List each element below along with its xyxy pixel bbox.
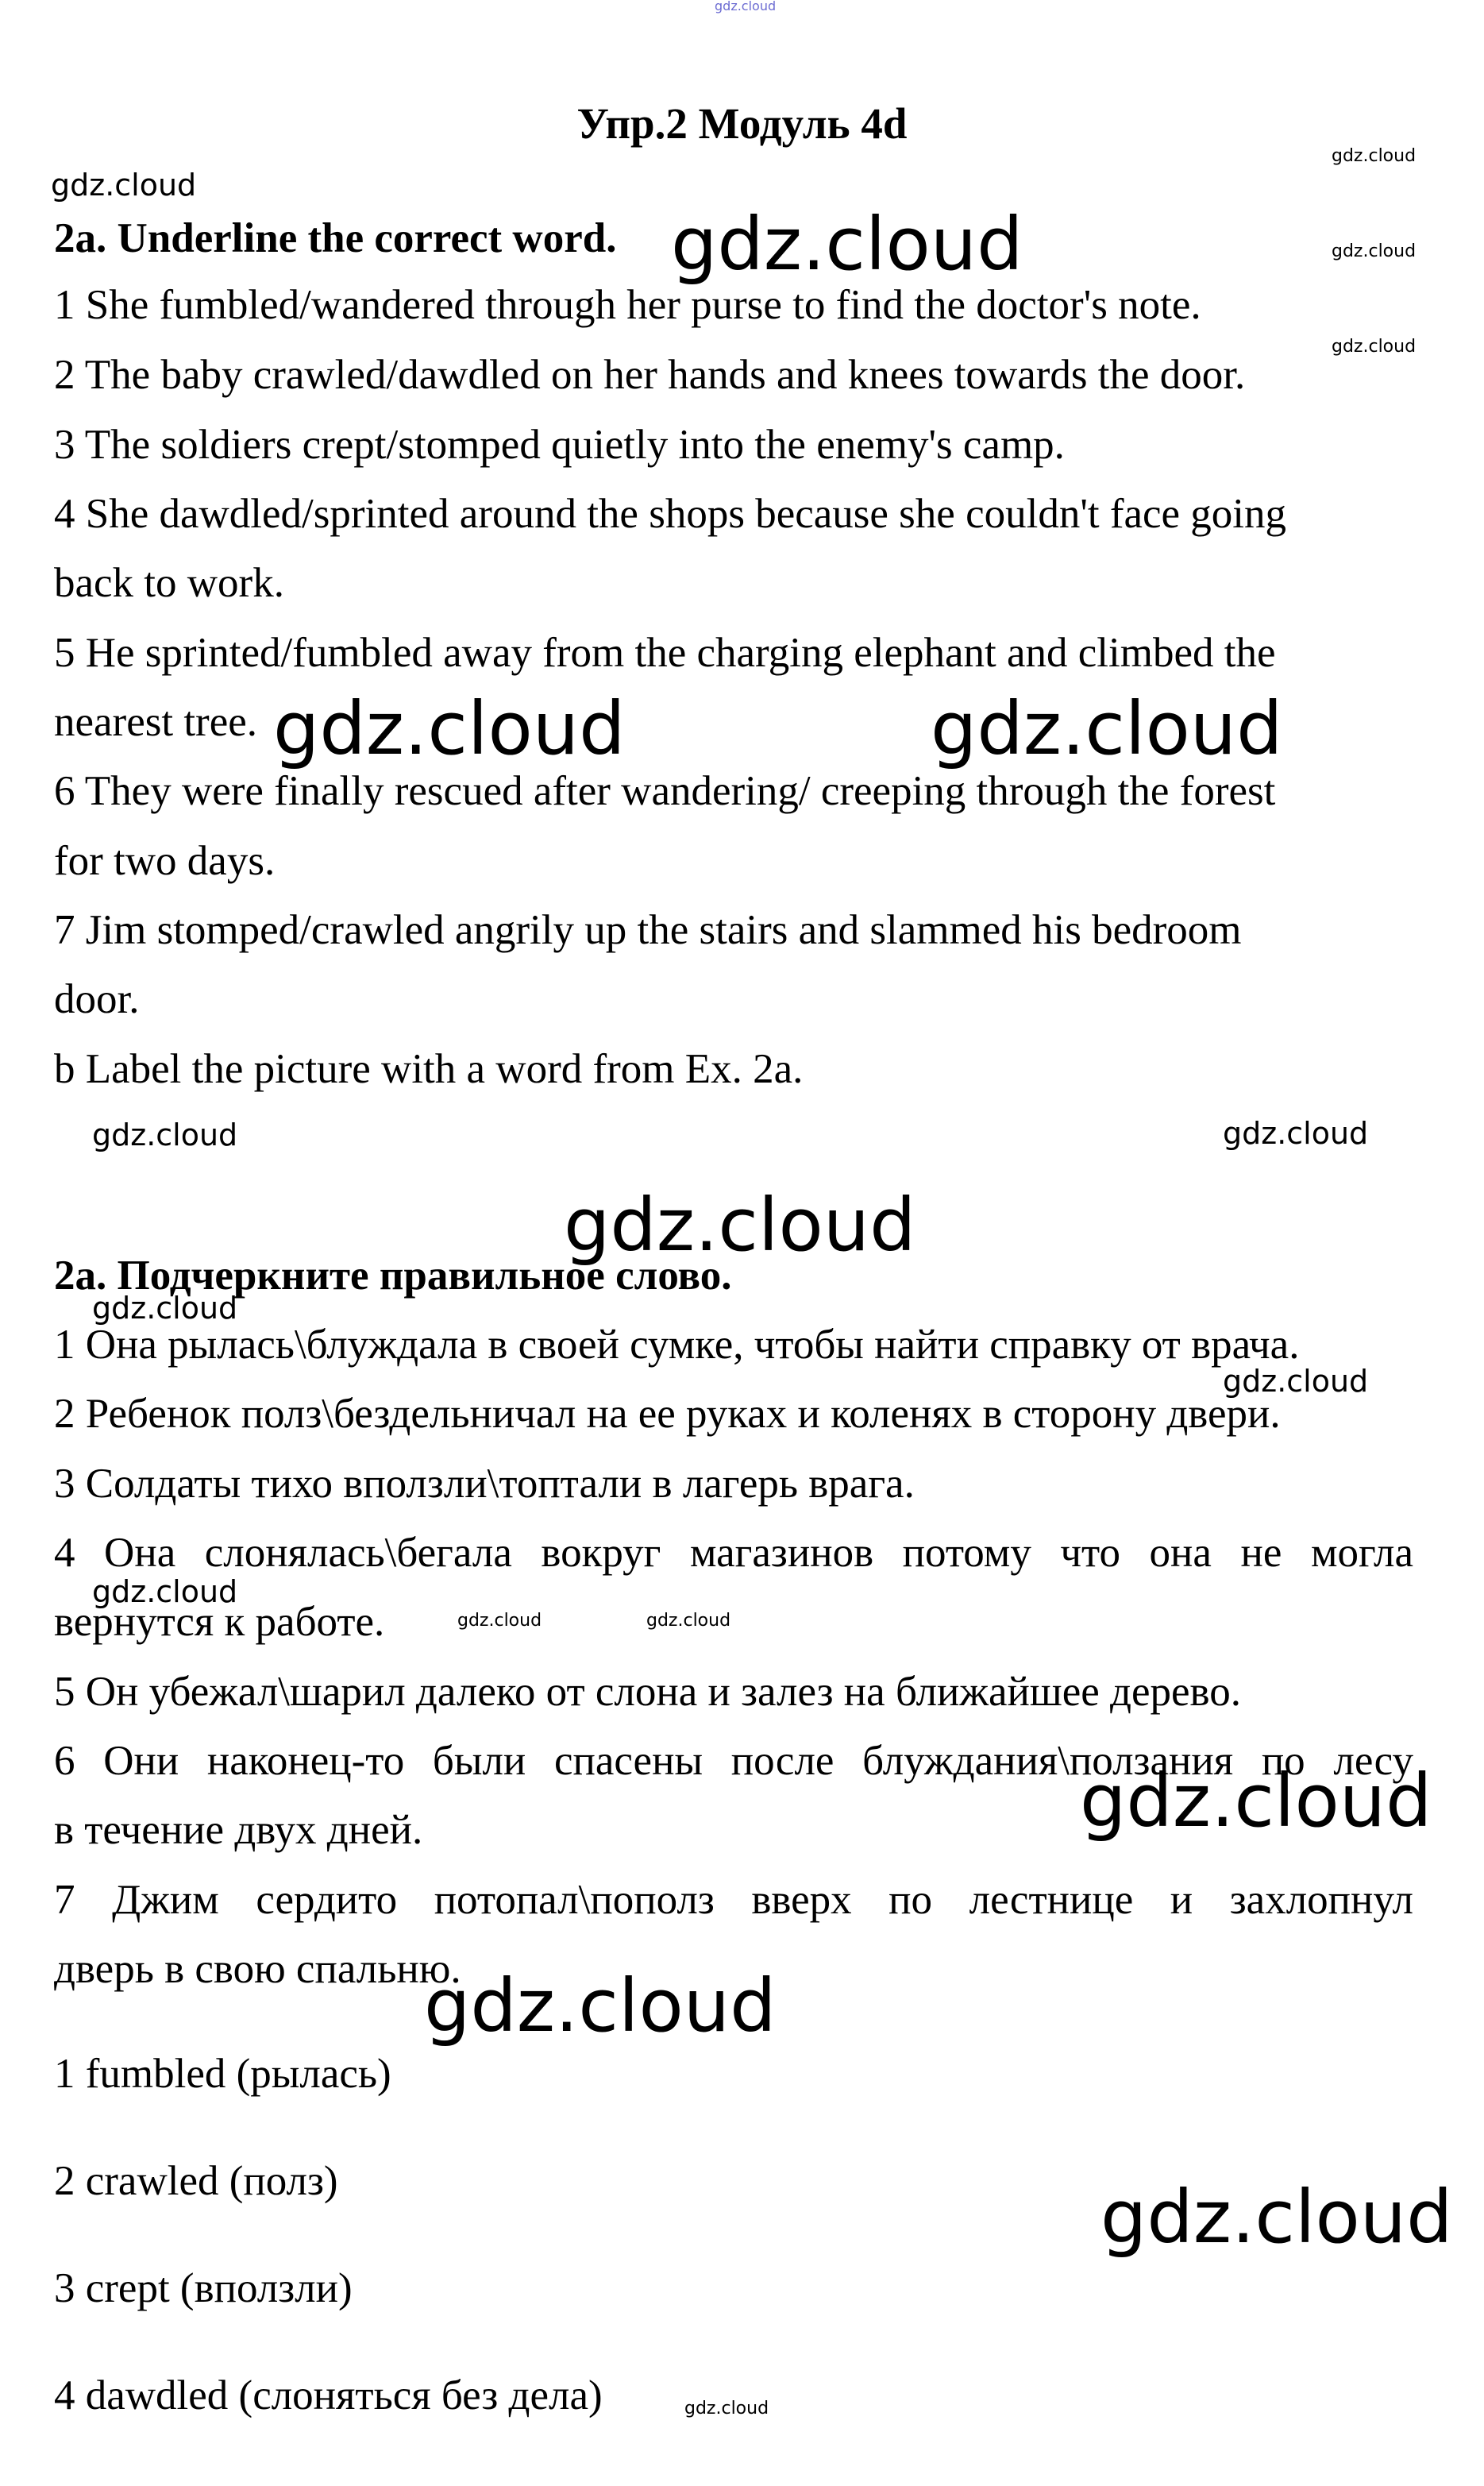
exercise-line: door. <box>54 976 140 1022</box>
watermark: gdz.cloud <box>273 686 626 771</box>
watermark: gdz.cloud <box>1223 1116 1369 1151</box>
exercise-line: for two days. <box>54 838 276 884</box>
translation-line: 1 Она рылась\блуждала в своей сумке, чтобы найти справку от врача. <box>54 1322 1300 1368</box>
translation-line: 3 Солдаты тихо вползли\топтали в лагерь врага. <box>54 1461 915 1507</box>
translation-line: дверь в свою спальню. <box>54 1946 461 1992</box>
watermark: gdz.cloud <box>92 1291 238 1326</box>
exercise-line: b Label the picture with a word from Ex. 2a. <box>54 1046 804 1092</box>
translation-line: вернутся к работе. <box>54 1599 385 1645</box>
exercise-line: 6 They were finally rescued after wandering/ creeping through the forest <box>54 768 1276 814</box>
exercise-line: 2 The baby crawled/dawdled on her hands and knees towards the door. <box>54 352 1246 398</box>
watermark: gdz.cloud <box>1080 1758 1432 1843</box>
watermark: gdz.cloud <box>1332 337 1417 357</box>
answer-item: 3 crept (вползли) <box>54 2265 353 2311</box>
watermark: gdz.cloud <box>1100 2175 1453 2260</box>
translation-line: в течение двух дней. <box>54 1807 423 1853</box>
watermark: gdz.cloud <box>715 0 777 14</box>
translation-line: 5 Он убежал\шарил далеко от слона и залез на ближайшее дерево. <box>54 1669 1241 1715</box>
translation-line: 7 Джим сердито потопал\пополз вверх по лестнице и захлопнул <box>54 1877 1413 1923</box>
translation-line: 2 Ребенок полз\бездельничал на ее руках и коленях в сторону двери. <box>54 1391 1281 1437</box>
translation-line: 4 Она слонялась\бегала вокруг магазинов потому что она не могла <box>54 1530 1413 1576</box>
watermark: gdz.cloud <box>564 1183 916 1268</box>
answer-item: 2 crawled (полз) <box>54 2158 338 2204</box>
watermark: gdz.cloud <box>457 1611 542 1631</box>
watermark: gdz.cloud <box>1332 146 1417 166</box>
answer-item: 1 fumbled (рылась) <box>54 2051 391 2097</box>
watermark: gdz.cloud <box>51 168 197 203</box>
answer-item: 4 dawdled (слоняться без дела) <box>54 2372 603 2418</box>
watermark: gdz.cloud <box>684 2399 769 2418</box>
watermark: gdz.cloud <box>671 202 1023 287</box>
watermark: gdz.cloud <box>1223 1364 1369 1399</box>
watermark: gdz.cloud <box>92 1118 238 1152</box>
exercise-line: back to work. <box>54 560 284 606</box>
exercise-line: 1 She fumbled/wandered through her purse to find the doctor's note. <box>54 282 1201 328</box>
exercise-line: 4 She dawdled/sprinted around the shops because she couldn't face going <box>54 491 1287 537</box>
exercise-line: nearest tree. <box>54 699 257 745</box>
exercise-heading-ru: 2а. Подчеркните правильное слово. <box>54 1253 732 1299</box>
exercise-line: 3 The soldiers crept/stomped quietly into the enemy's camp. <box>54 422 1065 468</box>
watermark: gdz.cloud <box>92 1574 238 1609</box>
watermark: gdz.cloud <box>931 686 1283 771</box>
exercise-heading-en: 2a. Underline the correct word. <box>54 215 617 261</box>
exercise-line: 7 Jim stomped/crawled angrily up the stairs and slammed his bedroom <box>54 907 1242 953</box>
translation-line: 6 Они наконец-то были спасены после блуждания\ползания по лесу <box>54 1738 1413 1784</box>
page-title: Упр.2 Модуль 4d <box>576 99 908 148</box>
watermark: gdz.cloud <box>1332 241 1417 261</box>
watermark: gdz.cloud <box>646 1611 731 1631</box>
watermark: gdz.cloud <box>424 1963 777 2048</box>
exercise-line: 5 He sprinted/fumbled away from the charging elephant and climbed the <box>54 630 1276 676</box>
